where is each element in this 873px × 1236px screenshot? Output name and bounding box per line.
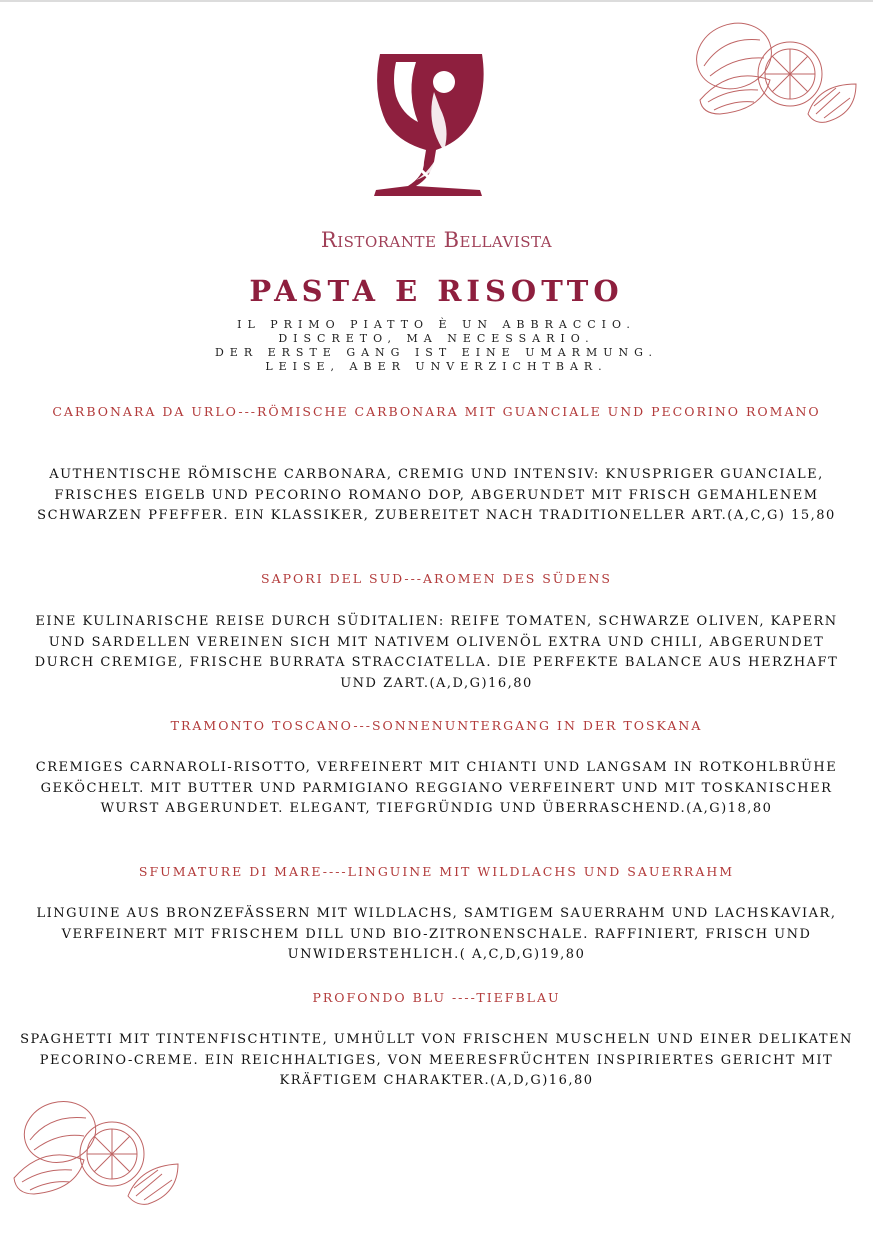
dish-title: SFUMATURE DI MARE----LINGUINE MIT WILDLACHS UND SAUERRAHM	[138, 864, 735, 879]
motto	[0, 318, 873, 374]
lemon-sketch-icon	[10, 1096, 186, 1208]
lemon-sketch-icon	[690, 14, 862, 126]
motto-line: LEISE, ABER UNVERZICHTBAR.	[265, 360, 608, 373]
dish-description: AUTHENTISCHE RÖMISCHE CARBONARA, CREMIG UND INTENSIV: KNUSPRIGER GUANCIALE, FRISCHES EIGELB UND PECORINO ROMANO DOP, ABGERUNDET MIT FRISCH GEMAHLENEM SCHWARZEN PFEFFER. EIN KLASSIKER, ZUBEREITET NACH TRADITIONELLER ART.(A,C,G) 15,80	[37, 467, 836, 523]
motto-line: DISCRETO, MA NECESSARIO.	[278, 332, 595, 345]
motto-line: DER ERSTE GANG IST EINE UMARMUNG.	[214, 346, 659, 359]
wine-glass-logo-icon	[372, 52, 490, 200]
page-title: PASTA E RISOTTO	[249, 274, 624, 308]
dish-title: TRAMONTO TOSCANO---SONNENUNTERGANG IN DER TOSKANA	[170, 718, 703, 733]
dish-description: CREMIGES CARNAROLI-RISOTTO, VERFEINERT MIT CHIANTI UND LANGSAM IN ROTKOHLBRÜHE GEKÖCHELT. MIT BUTTER UND PARMIGIANO REGGIANO VERFEINERT UND MIT TOSKANISCHER WURST ABGERUNDET. ELEGANT, TIEFGRÜNDIG UND ÜBERRASCHEND.(A,G)18,80	[35, 760, 838, 816]
dish-description: EINE KULINARISCHE REISE DURCH SÜDITALIEN: REIFE TOMATEN, SCHWARZE OLIVEN, KAPERN UND SARDELLEN VEREINEN SICH MIT NATIVEM OLIVENÖL EXTRA UND CHILI, ABGERUNDET DURCH CREMIGE, FRISCHE BURRATA STRACCIATELLA. DIE PERFEKTE BALANCE AUS HERZHAFT UND ZART.(A,D,G)16,80	[34, 614, 839, 691]
dish-title: CARBONARA DA URLO---RÖMISCHE CARBONARA MIT GUANCIALE UND PECORINO ROMANO	[52, 404, 821, 419]
dish-title: PROFONDO BLU ----TIEFBLAU	[312, 990, 561, 1005]
top-border	[0, 0, 873, 2]
dish-description: LINGUINE AUS BRONZEFÄSSERN MIT WILDLACHS, SAMTIGEM SAUERRAHM UND LACHSKAVIAR, VERFEINERT MIT FRISCHEM DILL UND BIO-ZITRONENSCHALE. RAFFINIERT, FRISCH UND UNWIDERSTEHLICH.( A,C,D,G)19,80	[36, 906, 837, 962]
motto-line: IL PRIMO PIATTO È UN ABBRACCIO.	[237, 318, 636, 331]
dish-description: SPAGHETTI MIT TINTENFISCHTINTE, UMHÜLLT VON FRISCHEN MUSCHELN UND EINER DELIKATEN PECORINO-CREME. EIN REICHHALTIGES, VON MEERESFRÜCHTEN INSPIRIERTES GERICHT MIT KRÄFTIGEM CHARAKTER.(A,D,G)16,80	[20, 1032, 853, 1088]
dish-title: SAPORI DEL SUD---AROMEN DES SÜDENS	[261, 571, 612, 586]
restaurant-name: Ristorante Bellavista	[320, 228, 553, 252]
